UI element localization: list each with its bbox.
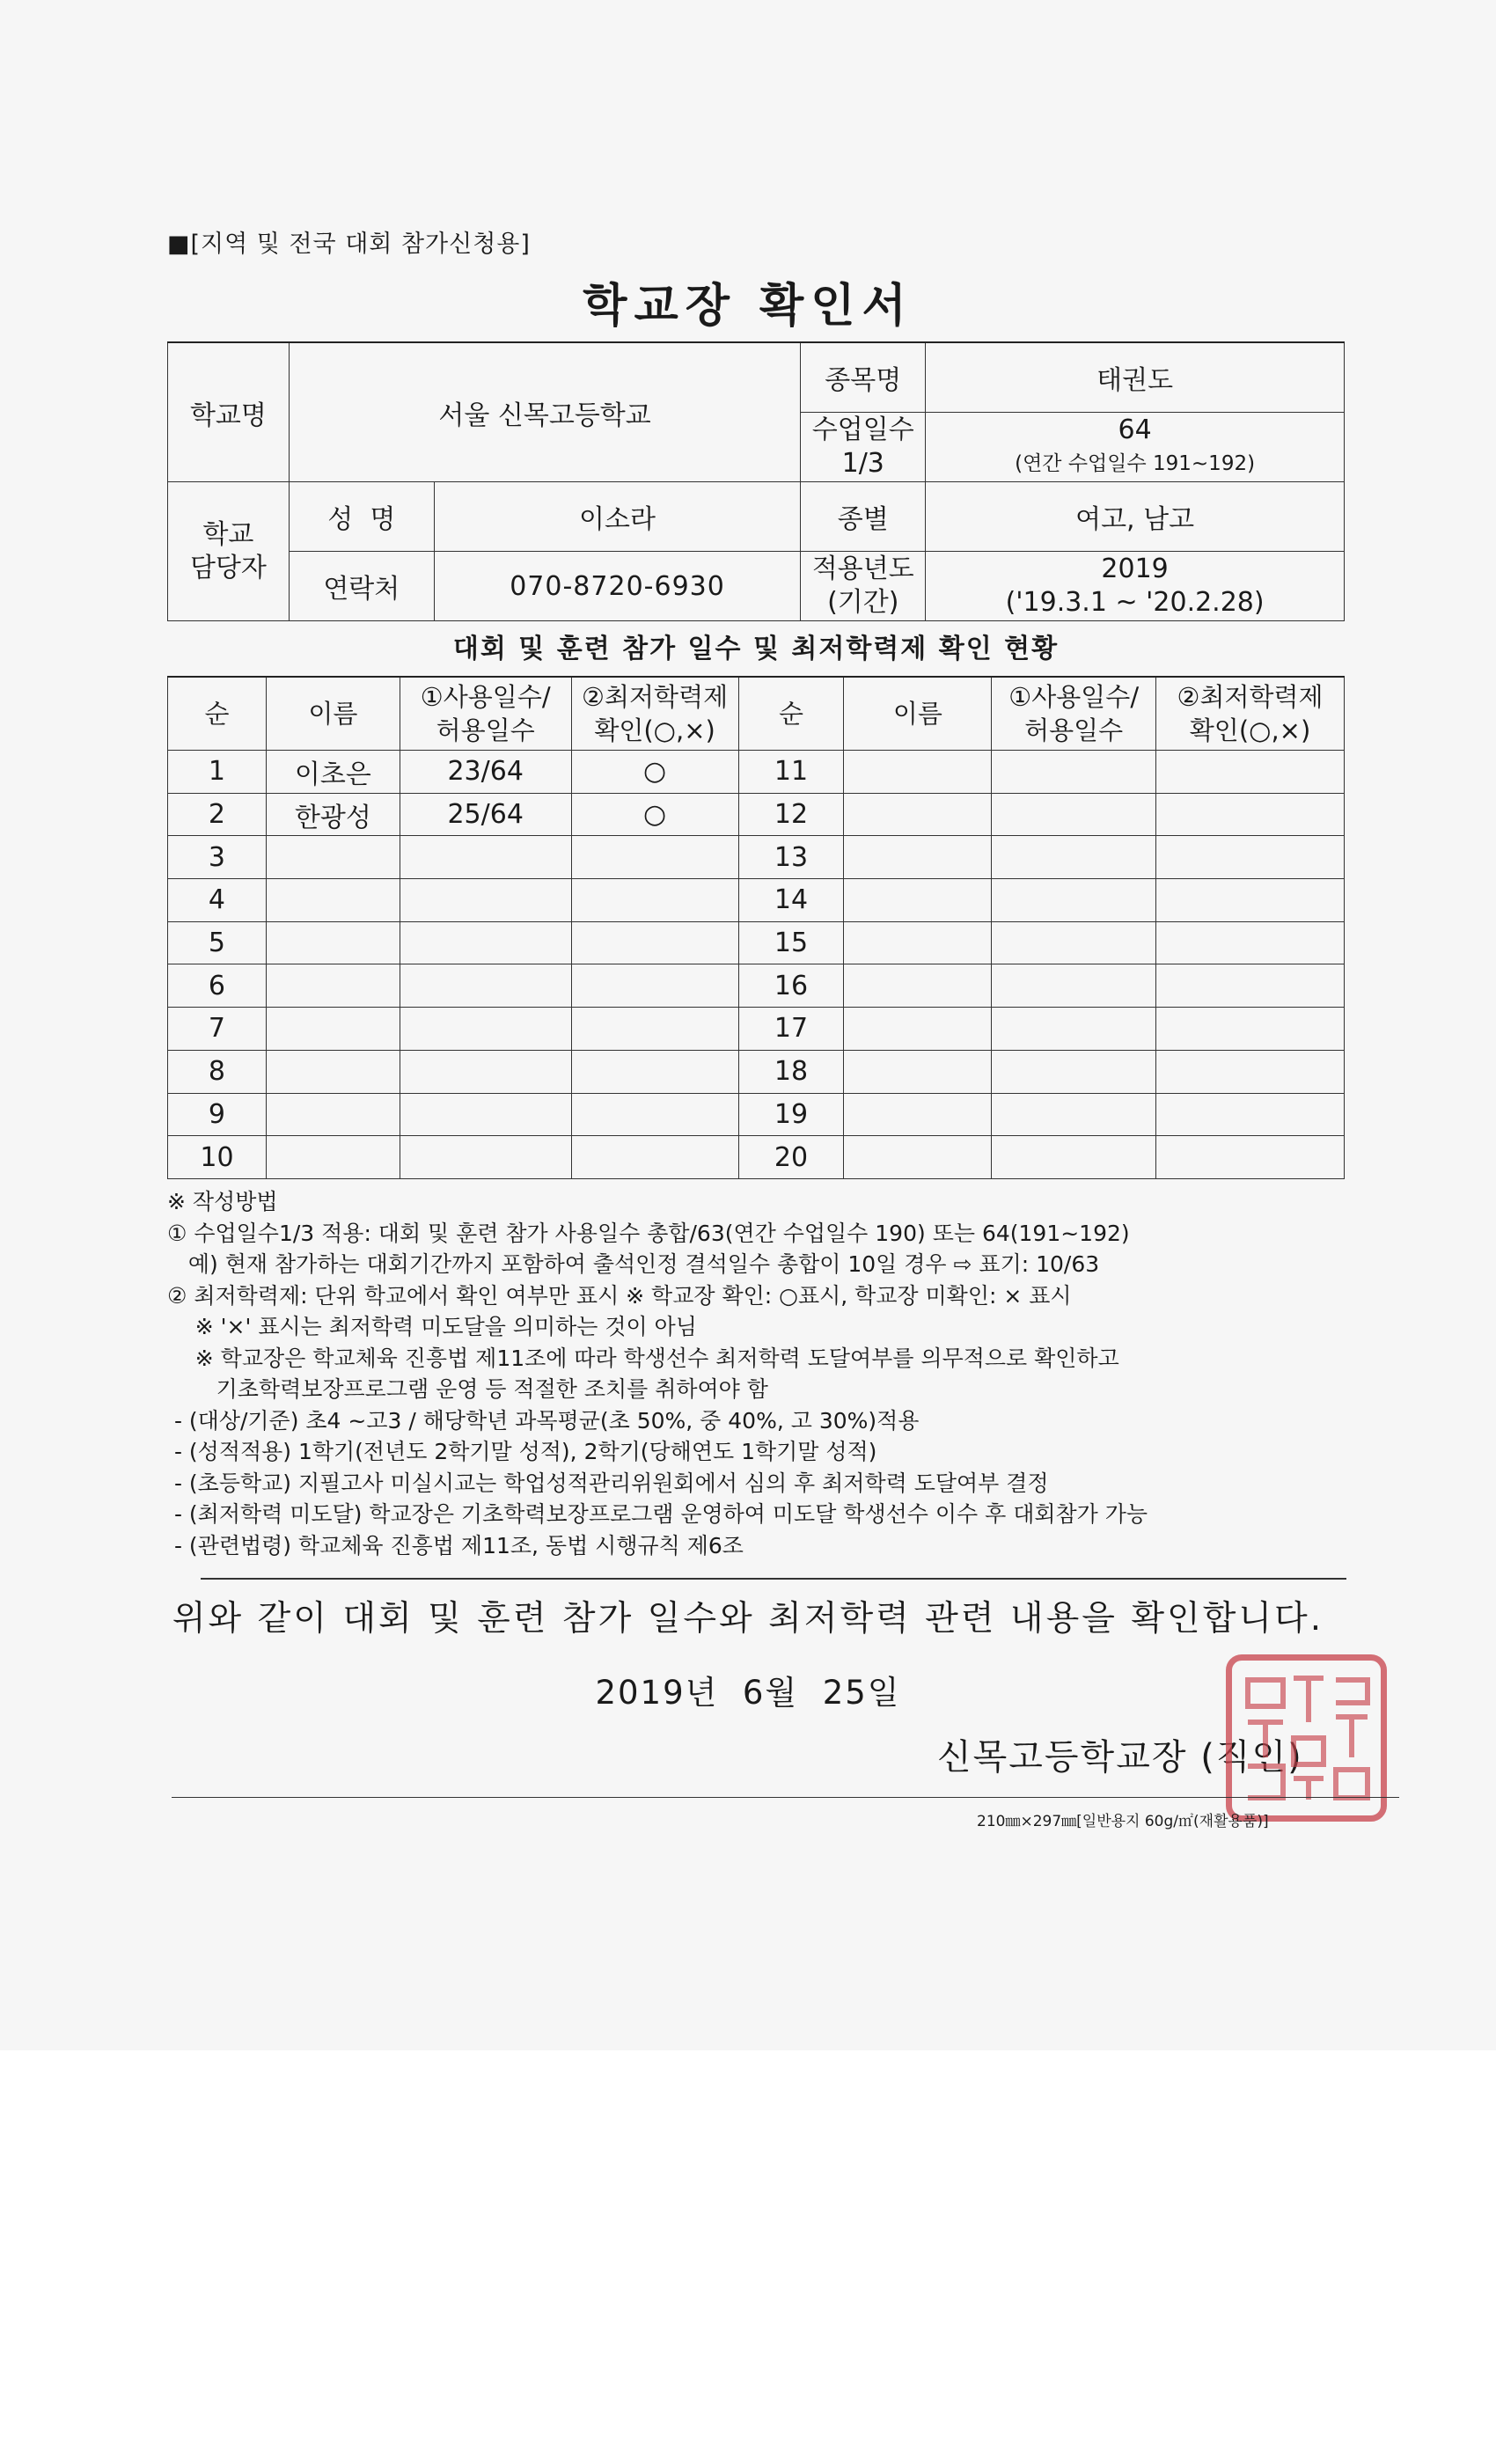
days-cell: [992, 1050, 1156, 1093]
name-cell: [266, 879, 400, 922]
note-line: - (초등학교) 지필고사 미실시교는 학업성적관리위원회에서 심의 후 최저학력 도달여부 결정: [167, 1470, 1049, 1496]
class-days-label: [801, 413, 926, 482]
name-cell: [266, 1093, 400, 1136]
check-cell: [571, 879, 738, 922]
col-days-header-2-line1: ①사용일수/: [1008, 682, 1140, 712]
seq-cell: 6: [168, 964, 267, 1008]
note-line: - (대상/기준) 초4 ~고3 / 해당학년 과목평균(초 50%, 중 40%, 고 30%)적용: [167, 1407, 920, 1434]
col-seq-header-2: 순: [738, 677, 844, 751]
seq-cell: 17: [738, 1008, 844, 1051]
table-row: [168, 1136, 1345, 1179]
days-cell: [400, 836, 571, 879]
seq-cell: 2: [168, 793, 267, 836]
days-cell: [992, 921, 1156, 964]
name-cell: [266, 1008, 400, 1051]
col-check-header-2: [1156, 677, 1345, 751]
days-cell: [400, 1008, 571, 1051]
manager-name-value: 이소라: [434, 482, 801, 552]
name-cell: [266, 836, 400, 879]
seq-cell: 13: [738, 836, 844, 879]
table-row: [168, 1050, 1345, 1093]
days-cell: 25/64: [400, 793, 571, 836]
check-cell: [1156, 793, 1345, 836]
section-title: 대회 및 훈련 참가 일수 및 최저학력제 확인 현황: [452, 634, 1060, 664]
contact-label: 연락처: [289, 552, 434, 621]
days-cell: [992, 793, 1156, 836]
name-cell: [844, 964, 992, 1008]
seq-cell: 14: [738, 879, 844, 922]
days-cell: [992, 1136, 1156, 1179]
category-value: 여고, 남고: [926, 482, 1345, 552]
manager-name-label-text: 성 명: [327, 504, 396, 535]
seq-cell: 18: [738, 1050, 844, 1093]
check-cell: [1156, 751, 1345, 794]
check-cell: [571, 964, 738, 1008]
seq-cell: 16: [738, 964, 844, 1008]
col-check-header: [571, 677, 738, 751]
sport-value: 태권도: [926, 342, 1345, 413]
year-label-line1: 적용년도: [811, 554, 914, 584]
year-period: ('19.3.1 ~ '20.2.28): [1005, 587, 1265, 618]
name-cell: [266, 964, 400, 1008]
participant-rows: [168, 751, 1345, 1179]
days-cell: [992, 751, 1156, 794]
seq-cell: 1: [168, 751, 267, 794]
days-cell: [400, 879, 571, 922]
issue-date: 2019년 6월 25일: [595, 1674, 901, 1712]
col-seq-header: 순: [168, 677, 267, 751]
table-row: [168, 879, 1345, 922]
check-cell: [571, 921, 738, 964]
check-cell: [571, 836, 738, 879]
col-days-header-line2: 허용일수: [436, 715, 535, 745]
check-cell: [1156, 836, 1345, 879]
footer-rule: [172, 1797, 1399, 1798]
document-title: 학교장 확인서: [583, 280, 913, 333]
check-cell: ○: [571, 751, 738, 794]
note-line: ① 수업일수1/3 적용: 대회 및 훈련 참가 사용일수 총합/63(연간 수업일수 190) 또는 64(191~192): [167, 1220, 1130, 1246]
days-cell: [992, 964, 1156, 1008]
seq-cell: 11: [738, 751, 844, 794]
check-cell: [1156, 1093, 1345, 1136]
note-line: ※ '×' 표시는 최저학력 미도달을 의미하는 것이 아님: [167, 1314, 697, 1339]
days-cell: [400, 1136, 571, 1179]
check-cell: [1156, 1050, 1345, 1093]
note-line: 기초학력보장프로그램 운영 등 적절한 조치를 취하여야 함: [167, 1376, 768, 1402]
name-cell: [844, 751, 992, 794]
col-days-header: [400, 677, 571, 751]
class-days-note: (연간 수업일수 191~192): [1015, 452, 1256, 475]
seq-cell: 12: [738, 793, 844, 836]
days-cell: [992, 1093, 1156, 1136]
col-days-header-2: [992, 677, 1156, 751]
check-cell: [571, 1008, 738, 1051]
category-label: 종별: [801, 482, 926, 552]
seal-glyphs: [1232, 1661, 1381, 1815]
note-line: 예) 현재 참가하는 대회기간까지 포함하여 출석인정 결석일수 총합이 10일 경우 ⇨ 표기: 10/63: [167, 1251, 1100, 1277]
class-days-label-line1: 수업일수: [811, 414, 914, 445]
days-cell: [400, 1050, 571, 1093]
manager-label-line1: 학교: [202, 518, 254, 550]
name-cell: [844, 1008, 992, 1051]
check-cell: [1156, 1136, 1345, 1179]
col-days-header-line1: ①사용일수/: [420, 682, 551, 712]
days-cell: [992, 1008, 1156, 1051]
school-name-label: 학교명: [168, 342, 290, 482]
year-label-line2: (기간): [827, 587, 899, 618]
note-line: ※ 학교장은 학교체육 진흥법 제11조에 따라 학생선수 최저학력 도달여부를 의무적으로 확인하고: [167, 1345, 1119, 1371]
confirmation-statement: 위와 같이 대회 및 훈련 참가 일수와 최저학력 관련 내용을 확인합니다.: [172, 1599, 1324, 1639]
check-cell: [1156, 921, 1345, 964]
table-row: [168, 1093, 1345, 1136]
seq-cell: 3: [168, 836, 267, 879]
name-cell: [844, 879, 992, 922]
school-name-value: 서울 신목고등학교: [289, 342, 800, 482]
principal-signature-line: 신목고등학교장 (직인): [937, 1737, 1303, 1778]
class-days-value: [926, 413, 1345, 482]
seq-cell: 7: [168, 1008, 267, 1051]
table-row: [168, 836, 1345, 879]
year-number: 2019: [1101, 554, 1169, 584]
col-name-header-2: 이름: [844, 677, 992, 751]
paper-spec: 210㎜×297㎜[일반용지 60g/㎡(재활용품)]: [977, 1813, 1269, 1830]
check-cell: [1156, 964, 1345, 1008]
instructions-notes: [167, 1186, 1346, 1561]
days-cell: [992, 836, 1156, 879]
name-cell: [844, 793, 992, 836]
seq-cell: 9: [168, 1093, 267, 1136]
year-value: [926, 552, 1345, 621]
name-cell: [844, 1050, 992, 1093]
days-cell: [400, 921, 571, 964]
name-cell: [266, 921, 400, 964]
name-cell: [844, 836, 992, 879]
col-check-header-line1: ②최저학력제: [582, 682, 729, 712]
table-row: [168, 1008, 1345, 1051]
col-check-header-2-line1: ②최저학력제: [1177, 682, 1324, 712]
col-name-header: 이름: [266, 677, 400, 751]
days-cell: [400, 964, 571, 1008]
seq-cell: 8: [168, 1050, 267, 1093]
check-cell: [1156, 1008, 1345, 1051]
note-line: - (최저학력 미도달) 학교장은 기초학력보장프로그램 운영하여 미도달 학생선수 이수 후 대회참가 가능: [167, 1501, 1148, 1527]
check-cell: ○: [571, 793, 738, 836]
name-cell: 한광성: [266, 793, 400, 836]
col-days-header-2-line2: 허용일수: [1024, 715, 1124, 745]
name-cell: [266, 1136, 400, 1179]
check-cell: [571, 1050, 738, 1093]
name-cell: [844, 1136, 992, 1179]
sport-label: 종목명: [801, 342, 926, 413]
check-cell: [571, 1093, 738, 1136]
table-row: [168, 921, 1345, 964]
seq-cell: 5: [168, 921, 267, 964]
notes-bottom-rule: [201, 1578, 1346, 1580]
class-days-number: 64: [1118, 414, 1152, 445]
form-type-tag: ■[지역 및 전국 대회 참가신청용]: [167, 231, 531, 258]
participant-table: [167, 676, 1345, 1179]
days-cell: [400, 1093, 571, 1136]
manager-label: [168, 482, 290, 621]
seq-cell: 15: [738, 921, 844, 964]
class-days-label-line2: 1/3: [841, 448, 884, 479]
table-row: [168, 793, 1345, 836]
name-cell: [844, 921, 992, 964]
notes-heading: ※ 작성방법: [167, 1189, 278, 1214]
check-cell: [571, 1136, 738, 1179]
year-label: [801, 552, 926, 621]
name-cell: [844, 1093, 992, 1136]
name-cell: 이초은: [266, 751, 400, 794]
seq-cell: 4: [168, 879, 267, 922]
seq-cell: 19: [738, 1093, 844, 1136]
check-cell: [1156, 879, 1345, 922]
seq-cell: 10: [168, 1136, 267, 1179]
note-line: ② 최저학력제: 단위 학교에서 확인 여부만 표시 ※ 학교장 확인: ○표시, 학교장 미확인: × 표시: [167, 1282, 1072, 1309]
seq-cell: 20: [738, 1136, 844, 1179]
note-line: - (관련법령) 학교체육 진흥법 제11조, 동법 시행규칙 제6조: [167, 1532, 744, 1558]
col-check-header-line2: 확인(○,×): [594, 715, 715, 745]
col-check-header-2-line2: 확인(○,×): [1189, 715, 1311, 745]
manager-name-label: [289, 482, 434, 552]
manager-label-line2: 담당자: [189, 552, 267, 583]
days-cell: 23/64: [400, 751, 571, 794]
table-row: [168, 751, 1345, 794]
table-row: [168, 964, 1345, 1008]
school-info-table: [167, 341, 1345, 621]
contact-value: 070-8720-6930: [434, 552, 801, 621]
name-cell: [266, 1050, 400, 1093]
note-line: - (성적적용) 1학기(전년도 2학기말 성적), 2학기(당해연도 1학기말 성적): [167, 1439, 877, 1464]
days-cell: [992, 879, 1156, 922]
